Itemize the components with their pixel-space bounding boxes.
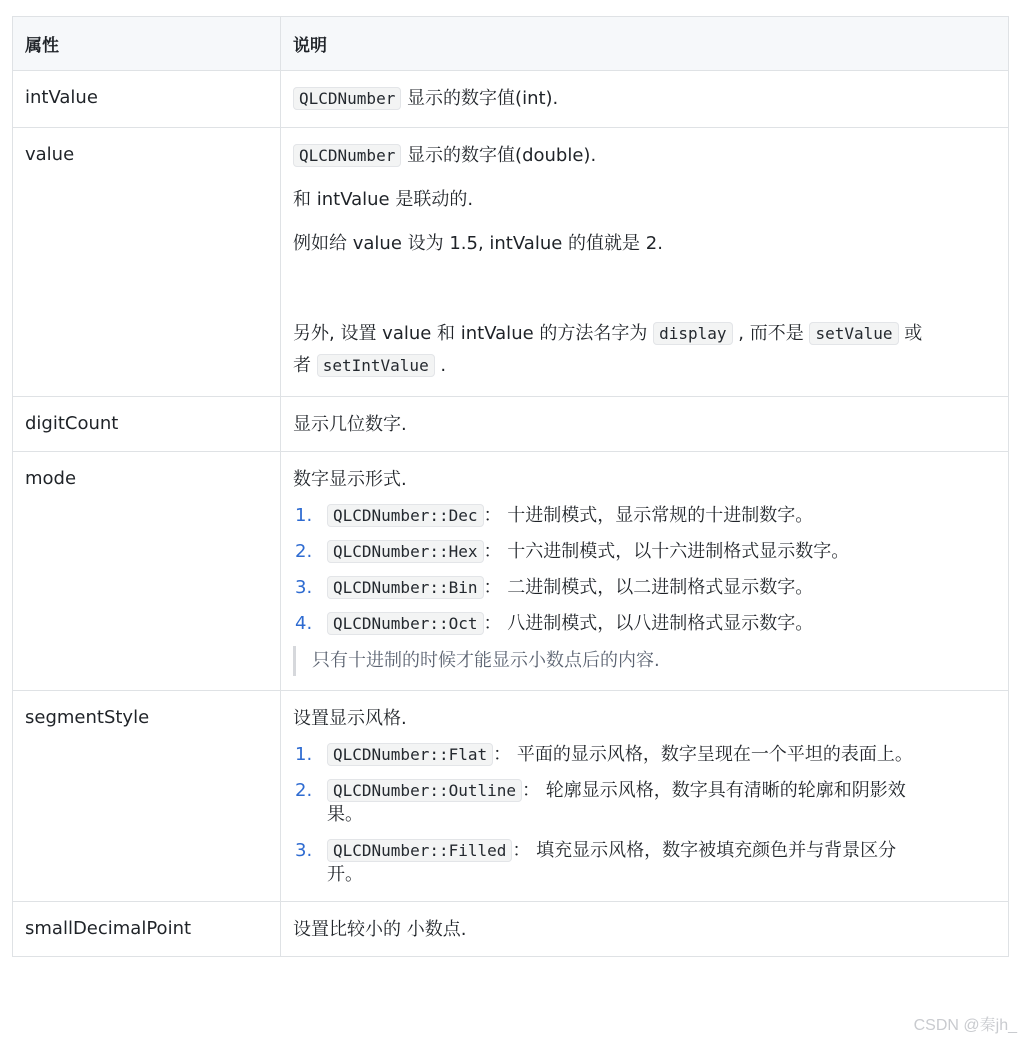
list-item-text: ： 轮廓显示风格，数字具有清晰的轮廓和阴影效 (522, 780, 906, 801)
note-quote: 只有十进制的时候才能显示小数点后的内容. (293, 646, 996, 676)
list-number: 1. (295, 505, 313, 526)
description-line (293, 87, 996, 111)
header-property: 属性 (13, 17, 281, 71)
property-name: mode (13, 452, 281, 691)
list-item (293, 743, 996, 767)
inline-code: QLCDNumber (293, 144, 401, 167)
table-row (13, 902, 1009, 957)
description-line: 和 intValue 是联动的. (293, 189, 474, 210)
description-line: 设置比较小的 小数点. (293, 919, 467, 940)
watermark: CSDN @秦jh_ (913, 1017, 1017, 1034)
inline-code: setValue (809, 322, 898, 345)
description-text: 或 (898, 323, 923, 344)
property-description (281, 902, 1009, 957)
table-row (13, 397, 1009, 452)
table-row (13, 691, 1009, 902)
description-text: 者 (293, 355, 317, 376)
list-item-text: ： 十六进制模式，以十六进制格式显示数字。 (483, 541, 850, 562)
inline-code: QLCDNumber::Flat (327, 743, 493, 766)
list-item (293, 540, 996, 564)
list-item-text: ： 十进制模式，显示常规的十进制数字。 (483, 505, 814, 526)
description-line: 显示几位数字. (293, 414, 407, 435)
list-number: 3. (295, 840, 313, 861)
list-item-text-continued: 果。 (327, 804, 363, 825)
list-item-text: ： 八进制模式，以八进制格式显示数字。 (483, 613, 814, 634)
inline-code: QLCDNumber::Hex (327, 540, 484, 563)
description-line (293, 318, 996, 382)
header-description: 说明 (281, 17, 1009, 71)
list-number: 3. (295, 577, 313, 598)
description-text: , 而不是 (732, 323, 810, 344)
list-number: 1. (295, 744, 313, 765)
property-description (281, 71, 1009, 128)
table-header-row (13, 17, 1009, 71)
inline-code: QLCDNumber::Bin (327, 576, 484, 599)
inline-code: QLCDNumber::Oct (327, 612, 484, 635)
description-line: 数字显示形式. (293, 469, 407, 490)
property-description (281, 452, 1009, 691)
inline-code: display (653, 322, 732, 345)
property-name: segmentStyle (13, 691, 281, 902)
inline-code: setIntValue (317, 354, 435, 377)
inline-code: QLCDNumber (293, 87, 401, 110)
property-description (281, 397, 1009, 452)
table-row (13, 71, 1009, 128)
mode-list (293, 504, 996, 636)
list-number: 2. (295, 541, 313, 562)
list-item-text: ： 填充显示风格，数字被填充颜色并与背景区分 (512, 840, 897, 861)
list-number: 4. (295, 613, 313, 634)
property-table (12, 16, 1009, 957)
property-description (281, 128, 1009, 397)
table-row (13, 452, 1009, 691)
table-row (13, 128, 1009, 397)
description-text: 另外, 设置 value 和 intValue 的方法名字为 (293, 323, 654, 344)
list-item (293, 779, 996, 827)
inline-code: QLCDNumber::Outline (327, 779, 522, 802)
segment-style-list (293, 743, 996, 887)
inline-code: QLCDNumber::Filled (327, 839, 512, 862)
description-line: 设置显示风格. (293, 708, 407, 729)
property-table-container (12, 16, 1008, 957)
description-text: 显示的数字值(double). (401, 145, 597, 166)
list-item (293, 504, 996, 528)
property-description (281, 691, 1009, 902)
description-line: 例如给 value 设为 1.5, intValue 的值就是 2. (293, 233, 663, 254)
property-name: digitCount (13, 397, 281, 452)
description-line (293, 144, 996, 168)
property-name: smallDecimalPoint (13, 902, 281, 957)
list-item-text-continued: 开。 (327, 864, 363, 885)
list-number: 2. (295, 780, 313, 801)
list-item (293, 576, 996, 600)
description-text: . (434, 355, 447, 376)
property-name: intValue (13, 71, 281, 128)
list-item (293, 839, 996, 887)
list-item-text: ： 平面的显示风格，数字呈现在一个平坦的表面上。 (493, 744, 913, 765)
list-item-text: ： 二进制模式，以二进制格式显示数字。 (483, 577, 814, 598)
property-name: value (13, 128, 281, 397)
inline-code: QLCDNumber::Dec (327, 504, 484, 527)
list-item (293, 612, 996, 636)
description-text: 显示的数字值(int). (401, 88, 559, 109)
